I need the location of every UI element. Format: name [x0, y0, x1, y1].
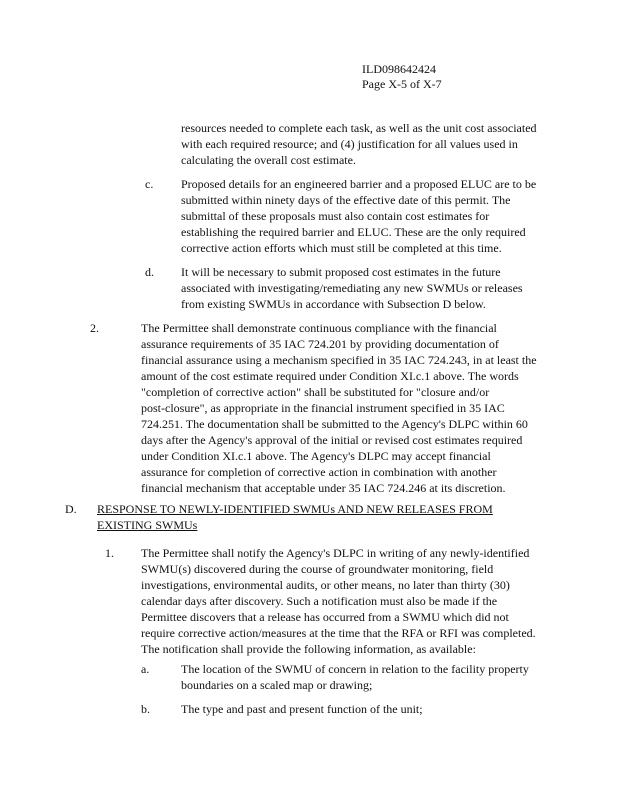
- text-line: days after the Agency's approval of the initial or revised cost estimates required: [141, 433, 523, 447]
- item-label: 1.: [105, 546, 114, 560]
- item-label: c.: [145, 177, 154, 191]
- text-line: Permittee discovers that a release has occurred from a SWMU which did not: [141, 610, 509, 624]
- item-label: 2.: [90, 321, 99, 335]
- document-id: ILD098642424: [362, 62, 436, 76]
- text-line: associated with investigating/remediating any new SWMUs or releases: [181, 281, 523, 295]
- page-number: Page X-5 of X-7: [362, 77, 442, 91]
- text-line: resources needed to complete each task, as well as the unit cost associated: [181, 121, 537, 135]
- text-line: financial assurance using a mechanism specified in 35 IAC 724.243, in at least the: [141, 353, 537, 367]
- text-line: The Permittee shall demonstrate continuous compliance with the financial: [141, 321, 497, 335]
- text-line: submittal of these proposals must also contain cost estimates for: [181, 209, 490, 223]
- text-line: "completion of corrective action" shall be substituted for "closure and/or: [141, 385, 490, 399]
- item-label: b.: [141, 702, 150, 716]
- text-line: boundaries on a scaled map or drawing;: [181, 678, 373, 692]
- text-line: SWMU(s) discovered during the course of groundwater monitoring, field: [141, 562, 494, 576]
- text-line: RESPONSE TO NEWLY-IDENTIFIED SWMUs AND NEW RELEASES FROM: [97, 502, 493, 516]
- text-line: with each required resource; and (4) justification for all values used in: [181, 137, 518, 151]
- item-label: D.: [65, 502, 77, 516]
- text-line: It will be necessary to submit proposed cost estimates in the future: [181, 265, 501, 279]
- text-line: submitted within ninety days of the effective date of this permit. The: [181, 193, 511, 207]
- item-label: d.: [145, 265, 154, 279]
- text-line: amount of the cost estimate required under Condition XI.c.1 above. The words: [141, 369, 519, 383]
- text-line: calendar days after discovery. Such a notification must also be made if the: [141, 594, 498, 608]
- text-line: EXISTING SWMUs: [97, 518, 198, 532]
- item-label: a.: [141, 662, 150, 676]
- text-line: require corrective action/measures at the time that the RFA or RFI was completed.: [141, 626, 536, 640]
- text-line: investigations, environmental audits, or other means, no later than thirty (30): [141, 578, 510, 592]
- text-line: from existing SWMUs in accordance with Subsection D below.: [181, 297, 486, 311]
- text-line: The location of the SWMU of concern in relation to the facility property: [181, 662, 529, 676]
- text-line: under Condition XI.c.1 above. The Agency's DLPC may accept financial: [141, 449, 491, 463]
- text-line: The notification shall provide the following information, as available:: [141, 642, 476, 656]
- text-line: The Permittee shall notify the Agency's DLPC in writing of any newly-identified: [141, 546, 530, 560]
- text-line: financial mechanism that acceptable under 35 IAC 724.246 at its discretion.: [141, 481, 506, 495]
- text-line: Proposed details for an engineered barrier and a proposed ELUC are to be: [181, 177, 537, 191]
- text-line: The type and past and present function of the unit;: [181, 702, 423, 716]
- text-line: corrective action efforts which must still be completed at this time.: [181, 241, 502, 255]
- text-line: calculating the overall cost estimate.: [181, 153, 356, 167]
- text-line: establishing the required barrier and ELUC. These are the only required: [181, 225, 526, 239]
- text-line: 724.251. The documentation shall be submitted to the Agency's DLPC within 60: [141, 417, 528, 431]
- text-line: assurance for completion of corrective action in combination with another: [141, 465, 497, 479]
- text-line: assurance requirements of 35 IAC 724.201 by providing documentation of: [141, 337, 499, 351]
- text-line: post-closure", as appropriate in the financial instrument specified in 35 IAC: [141, 401, 505, 415]
